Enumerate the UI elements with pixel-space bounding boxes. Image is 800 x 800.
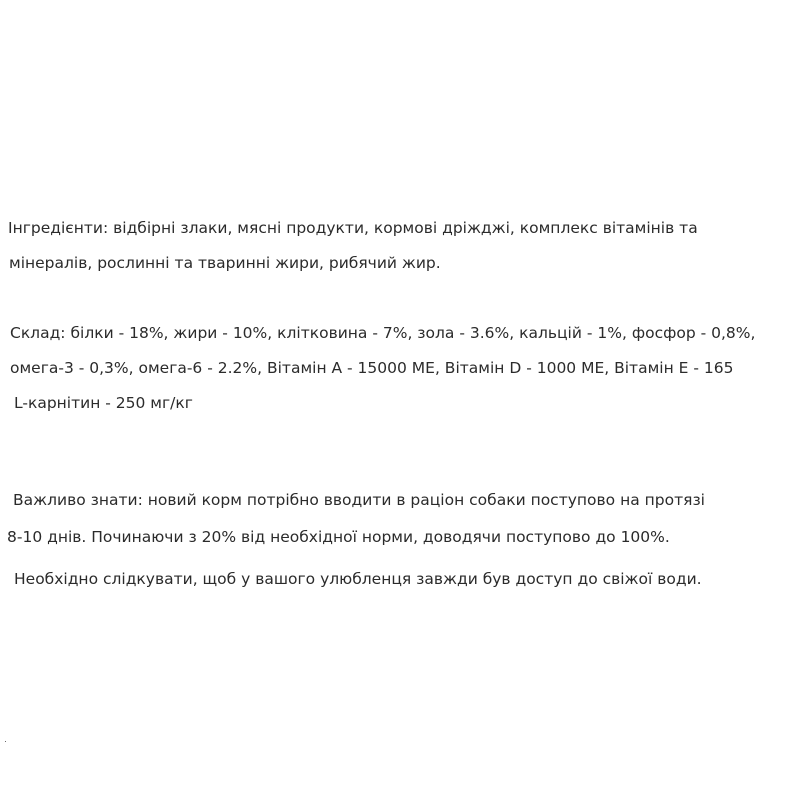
ingredients-line-1: Інгредієнти: відбірні злаки, мясні продукти, кормові дріжджі, комплекс вітамінів та: [8, 219, 698, 237]
composition-line-1: Склад: білки - 18%, жири - 10%, клітковина - 7%, зола - 3.6%, кальцій - 1%, фосфор - 0,8%,: [10, 324, 756, 342]
important-line-2: 8-10 днів. Починаючи з 20% від необхідної норми, доводячи поступово до 100%.: [7, 528, 670, 546]
stray-dot: [5, 741, 6, 742]
ingredients-line-2: мінералів, рослинні та тваринні жири, рибячий жир.: [9, 254, 441, 272]
composition-line-3: L-карнітин - 250 мг/кг: [14, 394, 193, 412]
composition-line-2: омега-3 - 0,3%, омега-6 - 2.2%, Вітамін А - 15000 МЕ, Вітамін D - 1000 МЕ, Вітамін Е - 165: [10, 359, 734, 377]
water-note-line: Необхідно слідкувати, щоб у вашого улюбленця завжди був доступ до свіжої води.: [14, 570, 702, 588]
important-line-1: Важливо знати: новий корм потрібно вводити в раціон собаки поступово на протязі: [13, 491, 705, 509]
